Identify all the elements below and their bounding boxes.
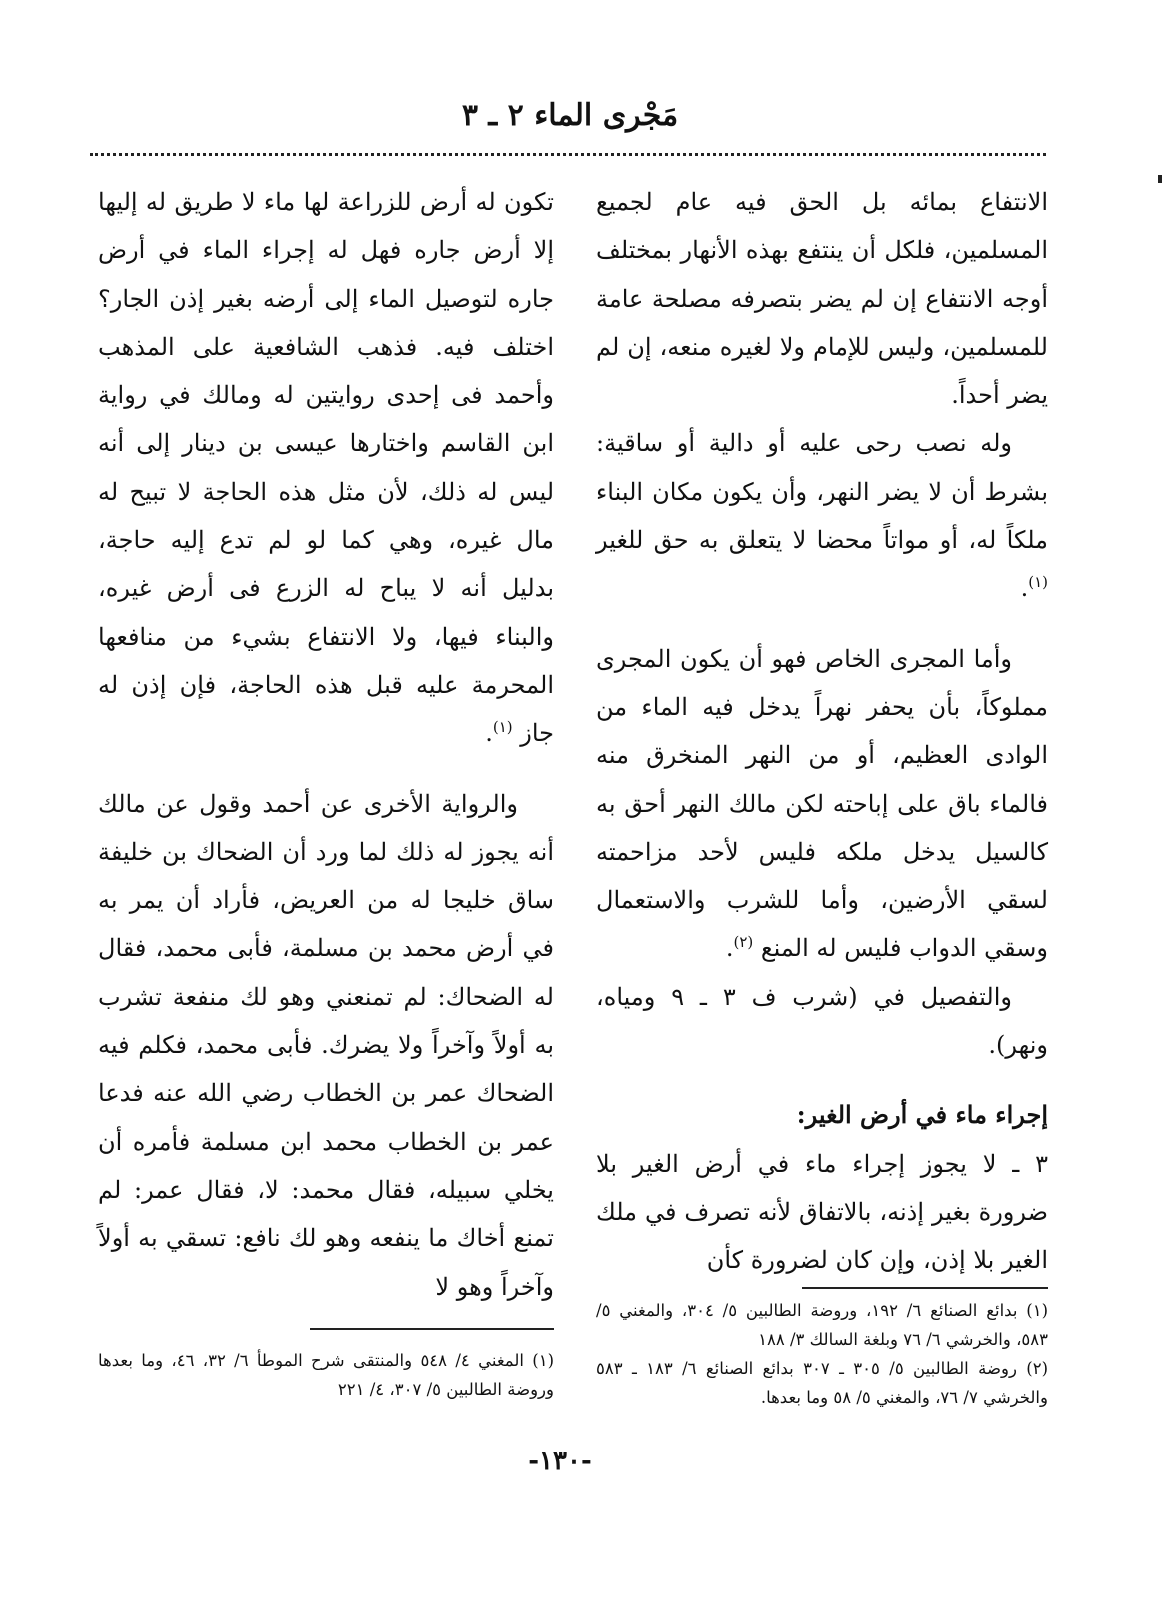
paragraph: الانتفاع بمائه بل الحق فيه عام لجميع المسلمين، فلكل أن ينتفع بهذه الأنهار بمختلف أوجه الانتفاع إن لم يضر بتصرفه مصلحة عامة للمسلمين، وليس للإمام ولا لغيره منعه، إن لم يضر أحداً.: [596, 188, 1048, 410]
header-dotted-rule: [90, 153, 1046, 156]
footnote: (١) بدائع الصنائع ٦/ ١٩٢، وروضة الطالبين ٥/ ٣٠٤، والمغني ٥/ ٥٨٣، والخرشي ٦/ ٧٦ وبلغة السالك ٣/ ١٨٨: [596, 1301, 1048, 1349]
paragraph: والتفصيل في (شرب ف ٣ ـ ٩ ومياه، ونهر).: [596, 982, 1048, 1060]
paragraph-text: وله نصب رحى عليه أو دالية أو ساقية: بشرط أن لا يضر النهر، وأن يكون مكان البناء ملكاً له، أو مواتاً محضا لا يتعلق به حق للغير: [596, 429, 1048, 555]
page-header-title: مَجْرى الماء ٢ ـ ٣: [461, 98, 679, 133]
paragraph: ٣ ـ لا يجوز إجراء ماء في أرض الغير بلا ضرورة بغير إذنه، بالاتفاق لأنه تصرف في ملك الغير بلا إذن، وإن كان لضرورة كأن: [596, 1149, 1049, 1275]
footnote: (١) المغني ٤/ ٥٤٨ والمنتقى شرح الموطأ ٦/ ٣٢، ٤٦، وما بعدها وروضة الطالبين ٥/ ٣٠٧، ٤/ ٢٢١: [98, 1351, 554, 1399]
scan-mark: [1158, 175, 1162, 183]
paragraph: وأما المجرى الخاص فهو أن يكون المجرى مملوكاً، بأن يحفر نهراً يدخل فيه الماء من الوادى العظيم، أو من النهر المنخرق منه فالماء باق على إباحته لكن مالك النهر أحق به كالسيل يدخل ملكه فليس لأحد مزاحمته لسقي الأرضين، وأما للشرب والاستعمال وسقي الدواب فليس له المنع $^{(٢)}$.: [596, 644, 1048, 963]
section-heading: إجراء ماء في أرض الغير:: [796, 1100, 1048, 1130]
footnote-ref: (٢): [733, 933, 754, 952]
footnote-ref: (١): [1028, 573, 1048, 592]
footnote: (٢) روضة الطالبين ٥/ ٣٠٥ ـ ٣٠٧ بدائع الصنائع ٦/ ١٨٣ ـ ٥٨٣ والخرشي ٧/ ٧٦، والمغني ٥/ ٥٨ وما بعدها.: [596, 1359, 1049, 1407]
paragraph: وله نصب رحى عليه أو دالية أو ساقية: بشرط أن لا يضر النهر، وأن يكون مكان البناء ملكاً له، أو مواتاً محضا لا يتعلق به حق للغير $^{(١)}$.: [596, 429, 1048, 603]
footnote-rule: [310, 1328, 554, 1330]
paragraph: والرواية الأخرى عن أحمد وقول عن مالك أنه يجوز له ذلك لما ورد أن الضحاك بن خليفة ساق خليجا له من العريض، فأراد أن يمر به في أرض محمد بن مسلمة، فأبى محمد، فقال له الضحاك: لم تمنعني وهو لك منفعة تشرب به أولاً وآخراً ولا يضرك. فأبى محمد، فكلم فيه الضحاك عمر بن الخطاب رضي الله عنه فدعا عمر بن الخطاب محمد ابن مسلمة فأمره أن يخلي سبيله، فقال محمد: لا، فقال عمر: لم تمنع أخاك ما ينفعه وهو لك نافع: تسقي به أولاً وآخراً وهو لا: [98, 789, 554, 1301]
paragraph-text: تكون له أرض للزراعة لها ماء لا طريق له إليها إلا أرض جاره فهل له إجراء الماء في أرض جاره لتوصيل الماء إلى أرضه بغير إذن الجار؟ اختلف فيه. فذهب الشافعية على المذهب وأحمد فى إحدى روايتين له ومالك في رواية ابن القاسم واختارها عيسى بن دينار إلى أنه ليس له ذلك، لأن مثل هذه الحاجة لا تبيح له مال غيره، وهي كما لو لم تدع إليه حاجة، بدليل أنه لا يباح له الزرع فى أرض غيره، والبناء فيها، ولا الانتفاع بشيء من منافعها المحرمة عليه قبل هذه الحاجة، فإن إذن له جاز: [98, 188, 554, 748]
paragraph: تكون له أرض للزراعة لها ماء لا طريق له إليها إلا أرض جاره فهل له إجراء الماء في أرض جاره لتوصيل الماء إلى أرضه بغير إذن الجار؟ اختلف فيه. فذهب الشافعية على المذهب وأحمد فى إحدى روايتين له ومالك في رواية ابن القاسم واختارها عيسى بن دينار إلى أنه ليس له ذلك، لأن مثل هذه الحاجة لا تبيح له مال غيره، وهي كما لو لم تدع إليه حاجة، بدليل أنه لا يباح له الزرع فى أرض غيره، والبناء فيها، ولا الانتفاع بشيء من منافعها المحرمة عليه قبل هذه الحاجة، فإن إذن له جاز $^{(١)}$.: [98, 188, 554, 748]
footnotes-left: [98, 1346, 554, 1404]
footnote-rule: [802, 1287, 1048, 1289]
paragraph-text: وأما المجرى الخاص فهو أن يكون المجرى مملوكاً، بأن يحفر نهراً يدخل فيه الماء من الوادى العظيم، أو من النهر المنخرق منه فالماء باق على إباحته لكن مالك النهر أحق به كالسيل يدخل ملكه فليس لأحد مزاحمته لسقي الأرضين، وأما للشرب والاستعمال وسقي الدواب فليس له المنع: [596, 644, 1048, 963]
footnotes-right: [596, 1296, 1048, 1412]
left-column: [98, 178, 554, 1311]
page-number: -١٣٠-: [528, 1446, 592, 1476]
footnote-ref: (١): [492, 718, 513, 737]
right-column: [596, 178, 1048, 1285]
